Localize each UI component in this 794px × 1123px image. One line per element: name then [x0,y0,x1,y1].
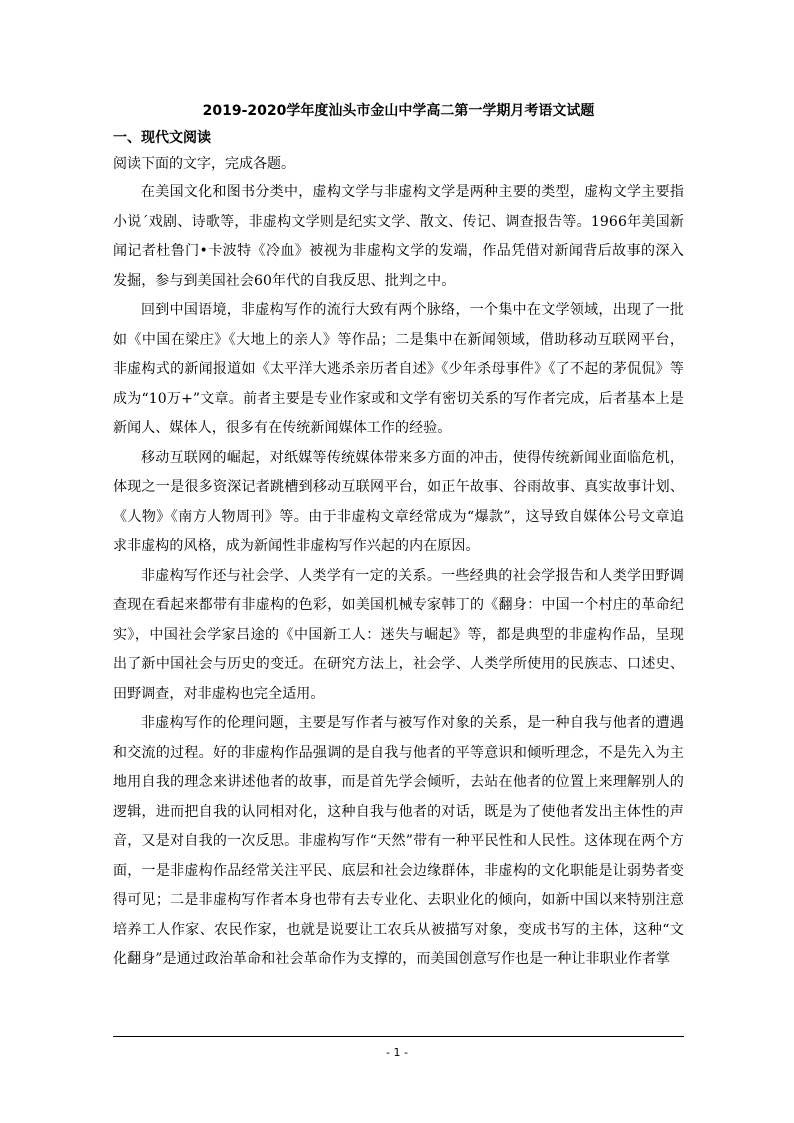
page-content [113,100,684,975]
paragraph-2: 回到中国语境，非虚构写作的流行大致有两个脉络，一个集中在文学领域，出现了一批如《中国在梁庄》《大地上的亲人》等作品；二是集中在新闻领域，借助移动互联网平台，非虚构式的新闻报道如《太平洋大逃杀亲历者自述》《少年杀母事件》《了不起的茅侃侃》等成为“10万+”文章。前者主要是专业作家或和文学有密切关系的写作者完成，后者基本上是新闻人、媒体人，很多有在传统新闻媒体工作的经验。 [113,302,684,436]
footer-divider [113,1036,684,1037]
section-heading: 一、现代文阅读 [113,130,211,146]
document-title: 2019-2020学年度汕头市金山中学高二第一学期月考语文试题 [202,103,595,119]
paragraph-3: 移动互联网的崛起，对纸媒等传统媒体带来多方面的冲击，使得传统新闻业面临危机，体现之一是很多资深记者跳槽到移动互联网平台，如正午故事、谷雨故事、真实故事计划、《人物》《南方人物周刊》等。由于非虚构文章经常成为“爆款”，这导致自媒体公号文章追求非虚构的风格，成为新闻性非虚构写作兴起的内在原因。 [113,449,684,554]
paragraph-4: 非虚构写作还与社会学、人类学有一定的关系。一些经典的社会学报告和人类学田野调查现在看起来都带有非虚构的色彩，如美国机械专家韩丁的《翻身：中国一个村庄的革命纪实》，中国社会学家吕途的《中国新工人：迷失与崛起》等，都是典型的非虚构作品，呈现出了新中国社会与历史的变迁。在研究方法上，社会学、人类学所使用的民族志、口述史、田野调查，对非虚构也完全适用。 [113,567,684,702]
paragraph-1: 在美国文化和图书分类中，虚构文学与非虚构文学是两种主要的类型，虚构文学主要指小说ˊ戏剧、诗歌等，非虚构文学则是纪实文学、散文、传记、调查报告等。1966年美国新闻记者杜鲁门•卡波特《冷血》被视为非虚构文学的发端，作品凭借对新闻背后故事的深入发掘，参与到美国社会60年代的自我反思、批判之中。 [113,184,684,289]
reading-instruction: 阅读下面的文字，完成各题。 [113,156,295,172]
page-number: - 1 - [386,1046,408,1059]
paragraph-5: 非虚构写作的伦理问题，主要是写作者与被写作对象的关系，是一种自我与他者的遭遇和交流的过程。好的非虚构作品强调的是自我与他者的平等意识和倾听理念，不是先入为主地用自我的理念来讲述他者的故事，而是首先学会倾听，去站在他者的位置上来理解别人的逻辑，进而把自我的认同相对化，这种自我与他者的对话，既是为了使他者发出主体性的声音，又是对自我的一次反思。非虚构写作“天然”带有一种平民性和人民性。这体现在两个方面，一是非虚构作品经常关注平民、底层和社会边缘群体，非虚构的文化职能是让弱势者变得可见；二是非虚构写作者本身也带有去专业化、去职业化的倾向，如新中国以来特别注意培养工人作家、农民作家，也就是说要让工农兵从被描写对象，变成书写的主体，这种“文化翻身”是通过政治革命和社会革命作为支撑的，而美国创意写作也是一种让非职业作者掌 [113,715,684,967]
